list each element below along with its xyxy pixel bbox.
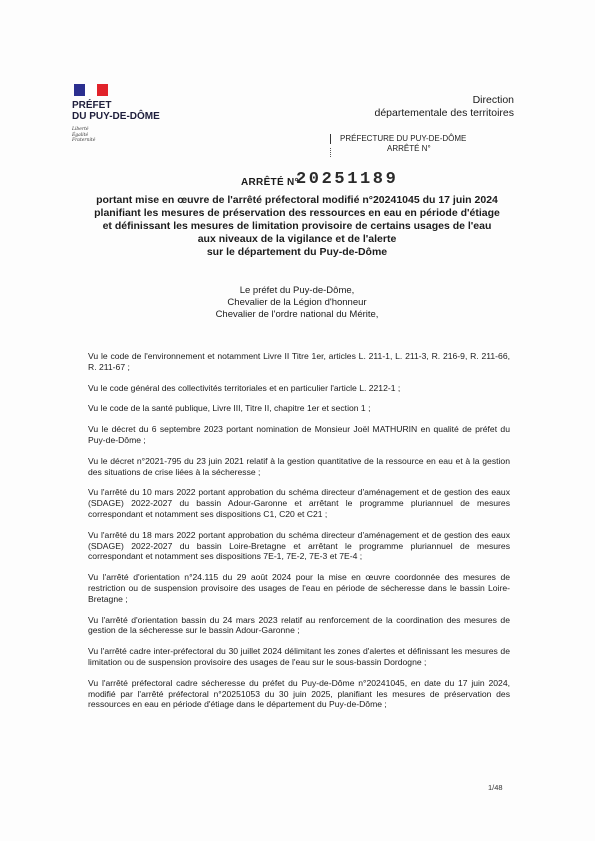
direction-header: [375, 94, 515, 120]
signatory-line: Chevalier de la Légion d'honneur: [227, 297, 367, 308]
arrete-number: 20251189: [296, 170, 399, 189]
visa-item: Vu le code général des collectivités territoriales et en particulier l'article L. 2212-1 ;: [88, 382, 401, 393]
visa-item: Vu l'arrêté d'orientation n°24.115 du 29 août 2024 pour la mise en œuvre coordonnée des mesures de restriction ou de suspension provisoire des usages de l'eau en période de sécheresse dans le bassin Loire-Bretagne ;: [88, 572, 510, 604]
direction-line1: Direction: [472, 94, 514, 106]
stamp-line1: PRÉFECTURE DU PUY-DE-DÔME: [340, 134, 467, 143]
signatory-line: Le préfet du Puy-de-Dôme,: [239, 285, 355, 296]
visa-item: Vu l'arrêté préfectoral cadre sécheresse du préfet du Puy-de-Dôme n°20241045, en date du 17 juin 2024, modifié par l'arrêté préfectoral n°20251053 du 30 juin 2025, planifiant les mesures de préservation des ressources en eau en période d'étiage dans le département du Puy-de-Dôme ;: [88, 677, 510, 710]
visa-item: Vu l'arrêté du 18 mars 2022 portant approbation du schéma directeur d'aménagement et de gestion des eaux (SDAGE) 2022-2027 du bassin Loire-Bretagne et arrêtant le programme pluriannuel de mesures correspondant et notamment ses dispositions 7E-1, 7E-2, 7E-3 et 7E-4 ;: [88, 529, 510, 562]
title-line: aux niveaux de la vigilance et de l'alerte: [197, 233, 397, 245]
logo-title-line1: PRÉFET: [72, 100, 112, 111]
arrete-label: ARRÊTÉ N°: [241, 177, 299, 188]
prefecture-stamp: [330, 134, 490, 154]
title-line: sur le département du Puy-de-Dôme: [206, 246, 388, 258]
logo-title: [72, 100, 182, 122]
motto-liberte: Liberté: [72, 127, 89, 132]
title-line: portant mise en œuvre de l'arrêté préfectoral modifié n°20241045 du 17 juin 2024: [96, 194, 498, 206]
prefet-logo: [72, 84, 182, 144]
visa-item: Vu l'arrêté cadre inter-préfectoral du 30 juillet 2024 délimitant les zones d'alertes et définissant les mesures de limitation ou de suspension provisoire des usages de l'eau sur le sous-bassin Dordogne ;: [88, 646, 510, 667]
visa-item: Vu le code de l'environnement et notamment Livre II Titre 1er, articles L. 211-1, L. 211-3, R. 216-9, R. 211-66, R. 211-67 ;: [88, 351, 510, 372]
visa-item: Vu le décret n°2021-795 du 23 juin 2021 relatif à la gestion quantitative de la ressource en eau et à la gestion des situations de crise liées à la sécheresse ;: [88, 455, 510, 477]
visa-item: Vu le décret du 6 septembre 2023 portant nomination de Monsieur Joël MATHURIN en qualité de préfet du Puy-de-Dôme ;: [88, 424, 510, 445]
motto-fraternite: Fraternité: [72, 138, 96, 143]
visa-item: Vu l'arrêté du 10 mars 2022 portant approbation du schéma directeur d'aménagement et de gestion des eaux (SDAGE) 2022-2027 du bassin Adour-Garonne et arrêtant le programme pluriannuel de mesures correspondant et notamment ses dispositions C1, C20 et C21 ;: [88, 487, 510, 519]
direction-line2: départementale des territoires: [374, 107, 514, 119]
signatory-block: [74, 285, 520, 321]
motto-egalite: Égalité: [72, 132, 89, 138]
logo-title-line2: DU PUY-DE-DÔME: [72, 111, 160, 122]
republic-motto: [72, 127, 182, 144]
visa-item: Vu l'arrêté d'orientation bassin du 24 mars 2023 relatif au renforcement de la coordination des mesures de gestion de la sécheresse sur le bassin Adour-Garonne ;: [88, 614, 510, 636]
marianne-flag-icon: [74, 84, 108, 96]
visas-list: [88, 351, 510, 720]
signatory-line: Chevalier de l'ordre national du Mérite,: [215, 309, 379, 320]
stamp-line2: ARRÊTÉ N°: [387, 144, 431, 153]
title-line: et définissant les mesures de limitation provisoire de certains usages de l'eau: [102, 220, 492, 232]
title-line: planifiant les mesures de préservation des ressources en eau en période d'étiage: [94, 207, 500, 219]
visa-item: Vu le code de la santé publique, Livre III, Titre II, chapitre 1er et section 1 ;: [88, 403, 371, 414]
arrete-title: [74, 194, 520, 259]
page-number: 1/48: [488, 783, 503, 792]
